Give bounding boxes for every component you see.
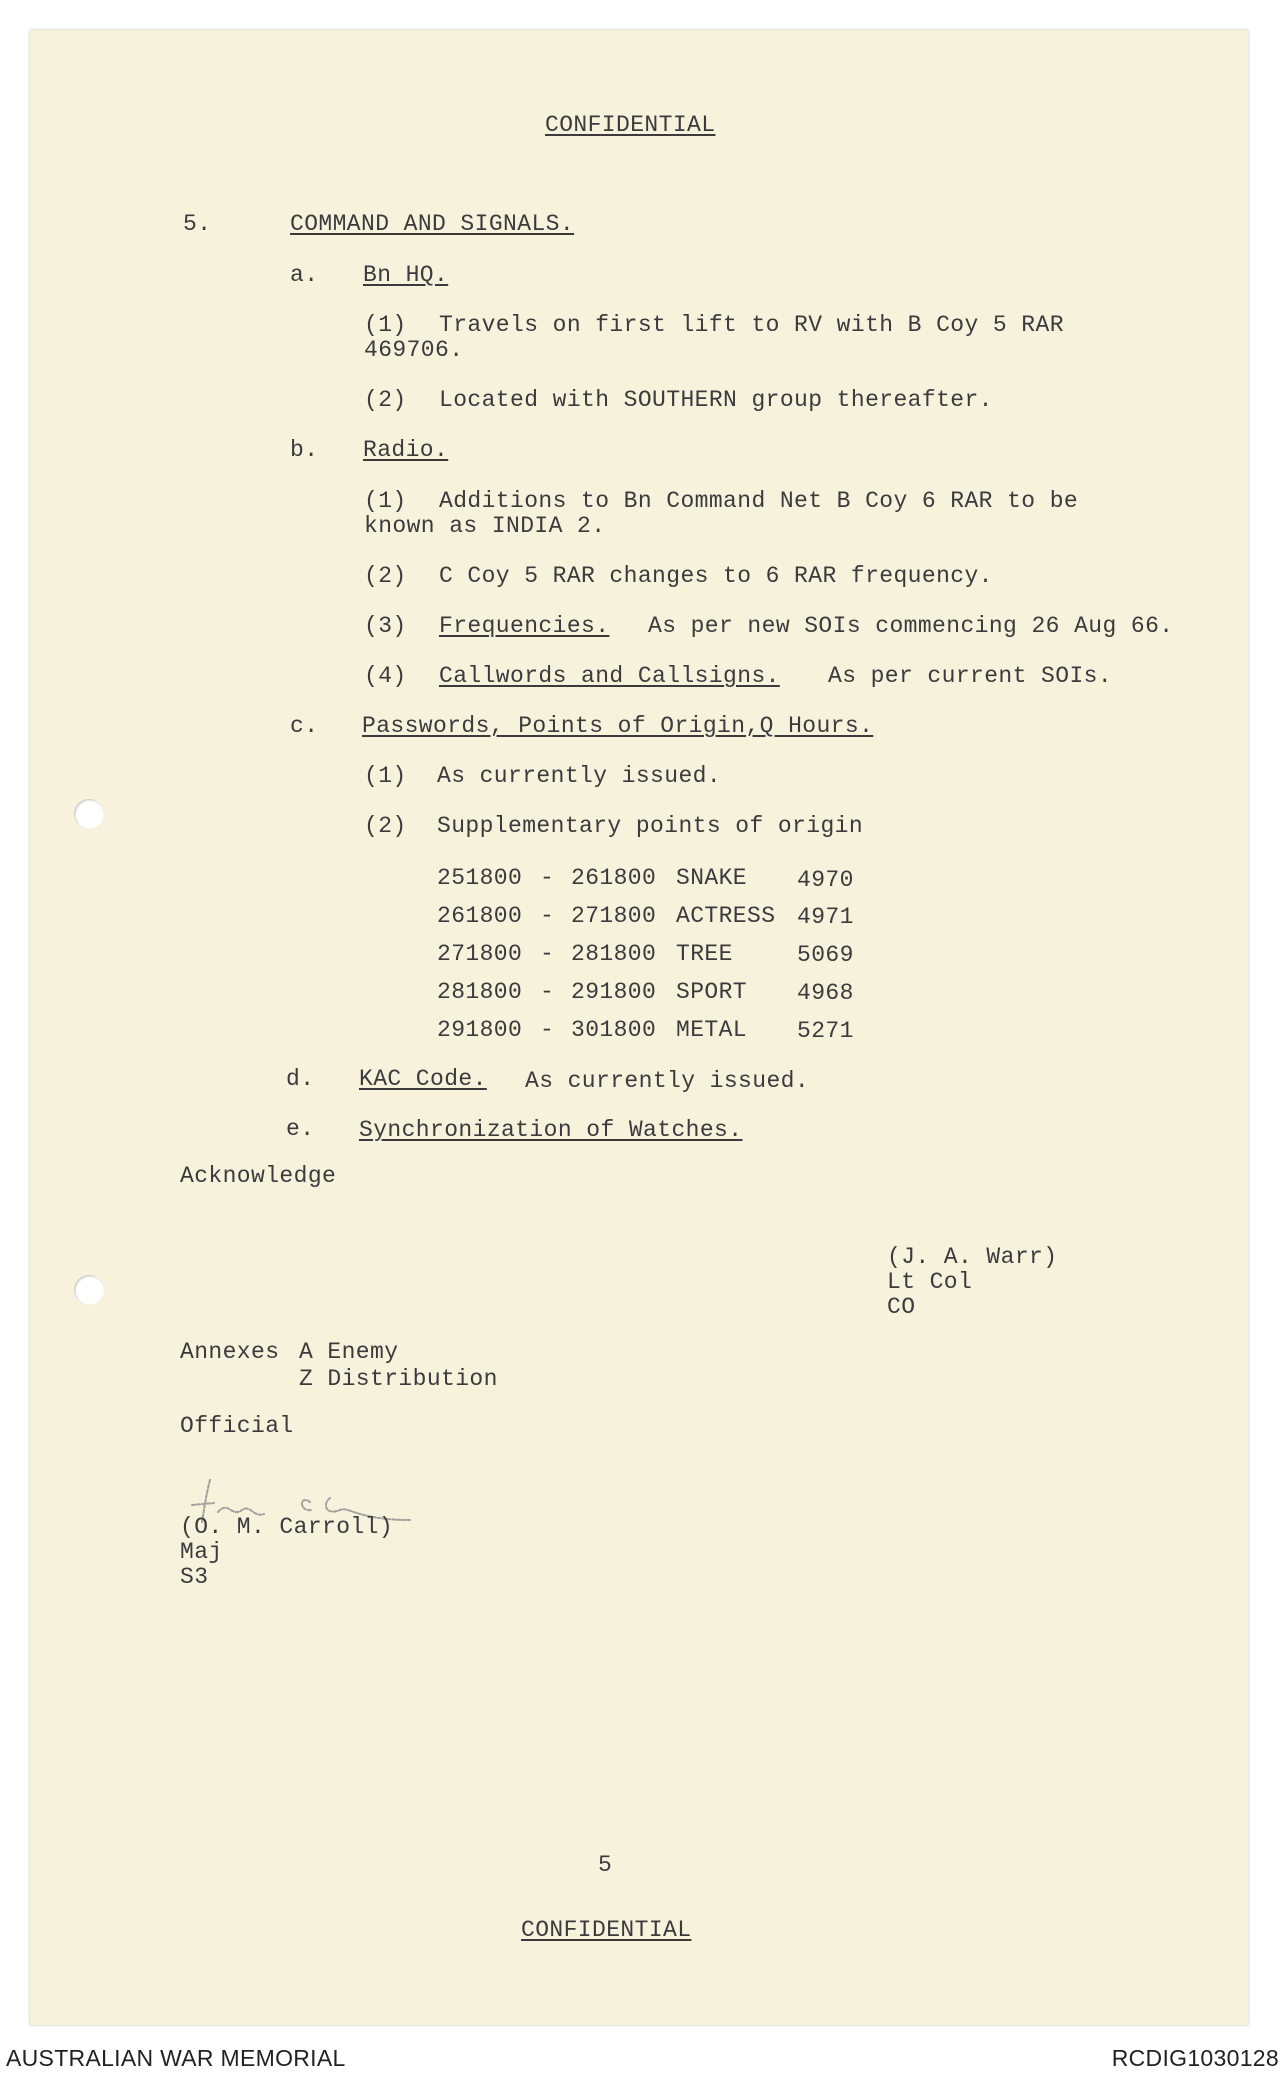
para-b-letter: b. xyxy=(290,437,319,463)
origin-from: 271800 xyxy=(437,941,523,967)
para-a-letter: a. xyxy=(290,262,319,288)
origin-dash: - xyxy=(540,865,555,891)
signatory-rank: Lt Col xyxy=(887,1269,973,1295)
item-number: (2) xyxy=(364,387,407,413)
para-a-title: Bn HQ. xyxy=(363,262,449,288)
header-classification: CONFIDENTIAL xyxy=(545,112,716,138)
origin-code: 4970 xyxy=(797,867,854,893)
para-d-letter: d. xyxy=(286,1066,315,1092)
item-text: As currently issued. xyxy=(437,763,722,789)
origin-to: 291800 xyxy=(571,979,657,1005)
para-c-letter: c. xyxy=(290,713,319,739)
origin-dash: - xyxy=(540,979,555,1005)
item-heading: Frequencies. xyxy=(439,613,610,639)
origin-code: 4971 xyxy=(797,904,854,930)
item-text: Additions to Bn Command Net B Coy 6 RAR to be xyxy=(439,488,1079,514)
footer-classification: CONFIDENTIAL xyxy=(521,1917,692,1943)
item-text: Supplementary points of origin xyxy=(437,813,864,839)
origin-dash: - xyxy=(540,1017,555,1043)
origin-from: 261800 xyxy=(437,903,523,929)
signatory-appointment: CO xyxy=(887,1294,916,1320)
section-title: COMMAND AND SIGNALS. xyxy=(290,211,575,237)
origin-to: 281800 xyxy=(571,941,657,967)
item-text: As per current SOIs. xyxy=(828,663,1113,689)
para-d-text: As currently issued. xyxy=(525,1068,810,1094)
item-number: (3) xyxy=(364,613,407,639)
para-b-title: Radio. xyxy=(363,437,449,463)
page-number: 5 xyxy=(598,1852,613,1878)
item-number: (2) xyxy=(364,563,407,589)
origin-word: ACTRESS xyxy=(676,903,776,929)
official-appointment: S3 xyxy=(180,1564,209,1590)
origin-to: 271800 xyxy=(571,903,657,929)
official-rank: Maj xyxy=(180,1539,223,1565)
origin-word: SNAKE xyxy=(676,865,748,891)
origin-word: SPORT xyxy=(676,979,748,1005)
para-e-title: Synchronization of Watches. xyxy=(359,1117,743,1143)
origin-from: 281800 xyxy=(437,979,523,1005)
origin-dash: - xyxy=(540,903,555,929)
section-number: 5. xyxy=(183,211,212,237)
item-text: As per new SOIs commencing 26 Aug 66. xyxy=(648,613,1174,639)
official-name: (O. M. Carroll) xyxy=(180,1514,394,1540)
signatory-name: (J. A. Warr) xyxy=(887,1244,1058,1270)
annex-z: Z Distribution xyxy=(299,1366,498,1392)
origin-code: 5271 xyxy=(797,1018,854,1044)
origin-word: TREE xyxy=(676,941,733,967)
archive-label: AUSTRALIAN WAR MEMORIAL xyxy=(6,2045,346,2071)
origin-code: 4968 xyxy=(797,980,854,1006)
item-text: C Coy 5 RAR changes to 6 RAR frequency. xyxy=(439,563,993,589)
punch-hole xyxy=(74,799,104,829)
annexes-label: Annexes xyxy=(180,1339,280,1365)
item-number: (1) xyxy=(364,763,407,789)
item-number: (2) xyxy=(364,813,407,839)
item-text: Travels on first lift to RV with B Coy 5 RAR xyxy=(439,312,1064,338)
origin-to: 301800 xyxy=(571,1017,657,1043)
item-text: Located with SOUTHERN group thereafter. xyxy=(439,387,993,413)
item-text: 469706. xyxy=(364,337,464,363)
item-text: known as INDIA 2. xyxy=(364,513,606,539)
origin-to: 261800 xyxy=(571,865,657,891)
acknowledge: Acknowledge xyxy=(180,1163,337,1189)
origin-code: 5069 xyxy=(797,942,854,968)
archive-id: RCDIG1030128 xyxy=(1111,2045,1279,2071)
origin-from: 251800 xyxy=(437,865,523,891)
para-c-title: Passwords, Points of Origin,Q Hours. xyxy=(362,713,874,739)
origin-word: METAL xyxy=(676,1017,748,1043)
punch-hole xyxy=(74,1275,104,1305)
origin-dash: - xyxy=(540,941,555,967)
para-e-letter: e. xyxy=(286,1116,315,1142)
official-label: Official xyxy=(180,1413,294,1439)
para-d-title: KAC Code. xyxy=(359,1066,487,1092)
item-heading: Callwords and Callsigns. xyxy=(439,663,780,689)
origin-from: 291800 xyxy=(437,1017,523,1043)
annex-a: A Enemy xyxy=(299,1339,399,1365)
item-number: (1) xyxy=(364,312,407,338)
item-number: (4) xyxy=(364,663,407,689)
item-number: (1) xyxy=(364,488,407,514)
